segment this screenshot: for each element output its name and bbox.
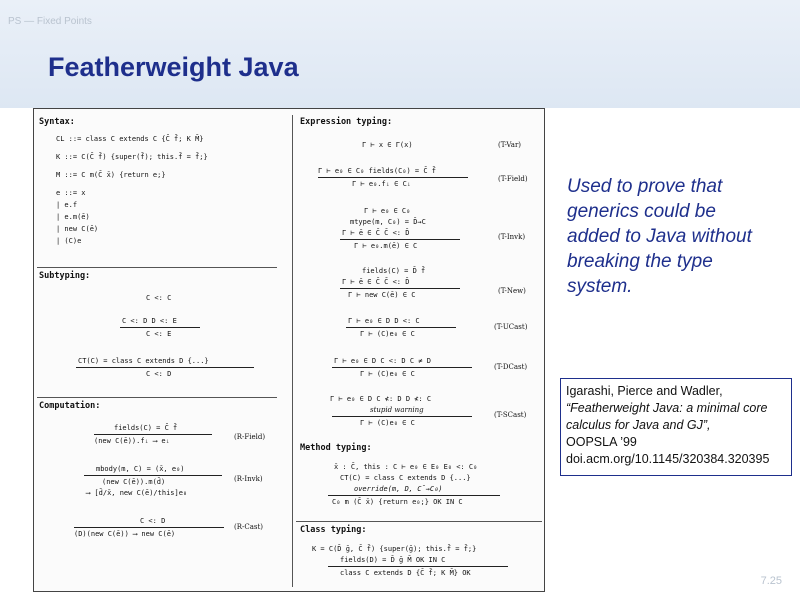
tscast-premise-1: Γ ⊢ e₀ ∈ D C ≮: D D ≮: C [330,395,432,403]
tscast-name: (T-SCast) [494,411,527,419]
subtyping-ext-conclusion: C <: D [146,370,172,378]
syntax-line-k: K ::= C(C̄ f̄) {super(f̄); this.f̄ = f̄;} [56,153,208,161]
tinvk-premise-1: Γ ⊢ e₀ ∈ C₀ [364,207,411,215]
inference-bar [328,495,500,496]
breadcrumb: PS — Fixed Points [8,16,92,27]
syntax-line-cast: | (C)e [56,237,82,245]
rfield-conclusion: (new C(ē)).fᵢ ⟶ eᵢ [94,437,170,445]
tinvk-premise-2: mtype(m, C₀) = D̄→C [350,218,426,226]
class-typing-heading: Class typing: [300,525,367,535]
rcast-premise: C <: D [140,517,166,525]
rfield-name: (R-Field) [234,433,266,441]
inference-bar [94,434,212,435]
rcast-name: (R-Cast) [234,523,264,531]
tnew-conclusion: Γ ⊢ new C(ē) ∈ C [348,291,416,299]
syntax-line-field: | e.f [56,201,78,209]
tfield-name: (T-Field) [498,175,528,183]
syntax-line-invk: | e.m(ē) [56,213,90,221]
rfield-premise: fields(C) = C̄ f̄ [114,424,178,432]
class-conclusion: class C extends D {C̄ f̄; K M̄} OK [340,569,471,577]
tucast-premise: Γ ⊢ e₀ ∈ D D <: C [348,317,420,325]
rinvk-premise: mbody(m, C) = (x̄, e₀) [96,465,185,473]
expression-typing-heading: Expression typing: [300,117,393,127]
tdcast-name: (T-DCast) [494,363,528,371]
subtyping-heading: Subtyping: [39,271,91,281]
tnew-name: (T-New) [498,287,526,295]
tvar-name: (T-Var) [498,141,522,149]
subtyping-trans-conclusion: C <: E [146,330,172,338]
subtyping-trans-premise: C <: D D <: E [122,317,177,325]
inference-bar [340,288,460,289]
tvar-rule: Γ ⊢ x ∈ Γ(x) [362,141,413,149]
tinvk-conclusion: Γ ⊢ e₀.m(ē) ∈ C [354,242,418,250]
tscast-premise-2: stupid warning [370,406,424,414]
page-number: 7.25 [760,575,782,587]
tinvk-premise-3: Γ ⊢ ē ∈ C̄ C̄ <: D̄ [342,229,410,237]
tucast-name: (T-UCast) [494,323,528,331]
rinvk-name: (R-Invk) [234,475,263,483]
syntax-line-m: M ::= C m(C̄ x̄) {return e;} [56,171,166,179]
method-typing-heading: Method typing: [300,443,372,453]
inference-bar [340,239,460,240]
rinvk-conclusion-2: ⟶ [d̄/x̄, new C(ē)/this]e₀ [86,489,188,497]
inference-bar [332,416,472,417]
inference-bar [328,566,508,567]
class-premise-1: K = C(D̄ ḡ, C̄ f̄) {super(ḡ); this.f̄ = f̄;} [312,545,477,553]
method-premise-3: override(m, D, C̄→C₀) [354,485,443,493]
tfield-premise: Γ ⊢ e₀ ∈ C₀ fields(C₀) = C̄ f̄ [318,167,437,175]
tucast-conclusion: Γ ⊢ (C)e₀ ∈ C [360,330,415,338]
inference-bar [318,177,468,178]
computation-heading: Computation: [39,401,101,411]
column-divider [292,115,293,587]
tdcast-conclusion: Γ ⊢ (C)e₀ ∈ C [360,370,415,378]
rcast-conclusion: (D)(new C(ē)) ⟶ new C(ē) [74,530,176,538]
subtyping-ext-premise: CT(C) = class C extends D {...} [78,357,209,365]
reference-authors: Igarashi, Pierce and Wadler, [566,384,723,398]
section-rule [37,267,277,268]
class-premise-2: fields(D) = D̄ ḡ M̄ OK IN C [340,556,446,564]
reference-title: “Featherweight Java: a minimal core calculus for Java and GJ”, [566,401,768,432]
syntax-line-e: e ::= x [56,189,86,197]
inference-bar [120,327,200,328]
tdcast-premise: Γ ⊢ e₀ ∈ D C <: D C ≠ D [334,357,431,365]
inference-bar [346,327,456,328]
inference-bar [332,367,472,368]
slide-title: Featherweight Java [48,52,299,82]
tnew-premise-1: fields(C) = D̄ f̄ [362,267,426,275]
reference-box [560,378,792,476]
subtyping-refl: C <: C [146,294,172,302]
inference-bar [74,527,224,528]
reference-doi: doi.acm.org/10.1145/320384.320395 [566,452,770,466]
syntax-line-cl: CL ::= class C extends C {C̄ f̄; K M̄} [56,135,204,143]
tnew-premise-2: Γ ⊢ ē ∈ C̄ C̄ <: D̄ [342,278,410,286]
inference-bar [84,475,222,476]
fj-rules-figure [33,108,545,592]
tscast-conclusion: Γ ⊢ (C)e₀ ∈ C [360,419,415,427]
method-premise-1: x̄ : C̄, this : C ⊢ e₀ ∈ E₀ E₀ <: C₀ [334,463,478,471]
rinvk-conclusion-1: (new C(ē)).m(d̄) [102,478,166,486]
quote-text: Used to prove that generics could be added to Java without breaking the type system. [567,176,752,297]
reference-venue: OOPSLA ’99 [566,435,637,449]
tinvk-name: (T-Invk) [498,233,526,241]
tfield-conclusion: Γ ⊢ e₀.fᵢ ∈ Cᵢ [352,180,412,188]
inference-bar [76,367,254,368]
syntax-heading: Syntax: [39,117,75,127]
section-rule [37,397,277,398]
section-rule [296,521,542,522]
method-conclusion: C₀ m (C̄ x̄) {return e₀;} OK IN C [332,498,463,506]
syntax-line-new: | new C(ē) [56,225,99,233]
method-premise-2: CT(C) = class C extends D {...} [340,474,471,482]
